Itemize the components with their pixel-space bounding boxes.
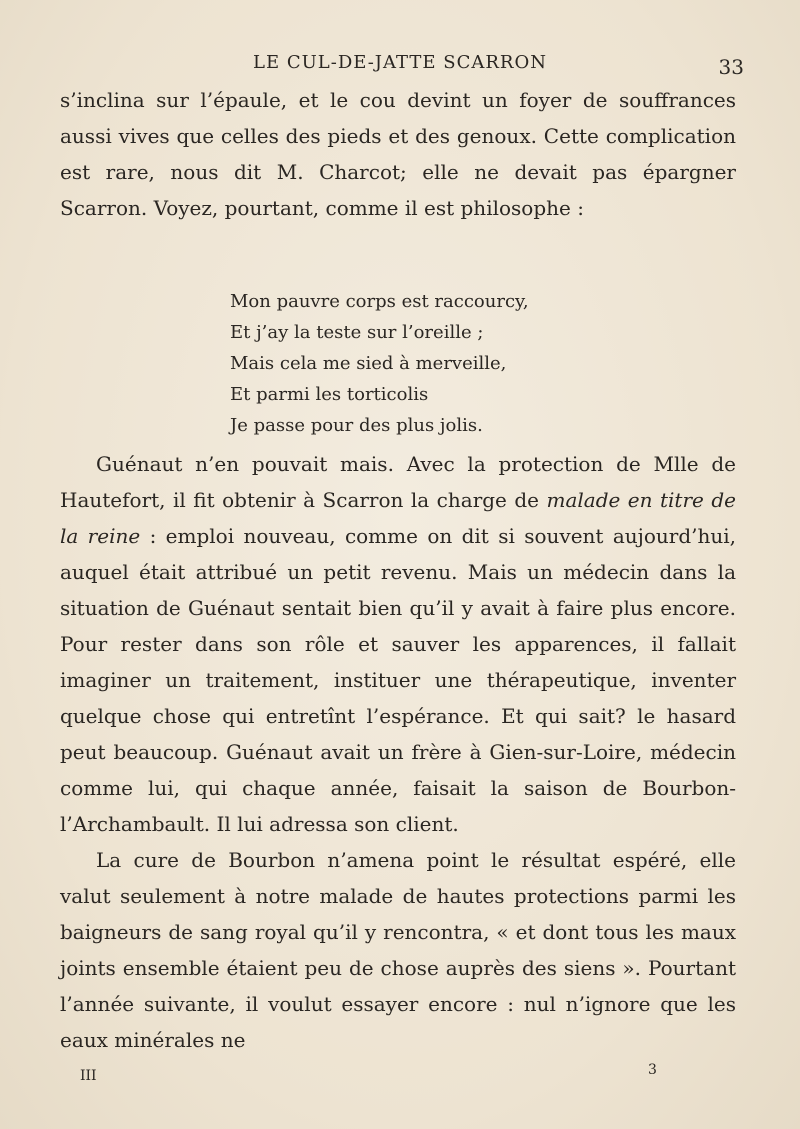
- verse-line: Mon pauvre corps est raccourcy,: [230, 291, 529, 312]
- paragraph-2-text-a: Guénaut n’en pouvait mais. Avec la protection de Mlle de Hautefort, il fit obtenir à Scarron la charge de: [60, 452, 736, 512]
- body-text-bottom: [60, 446, 736, 1058]
- verse-line: Et j’ay la teste sur l’oreille ;: [230, 322, 484, 343]
- paragraph-2: [60, 446, 736, 842]
- page-number: 33: [718, 55, 744, 79]
- paragraph-2-text-b: : emploi nouveau, comme on dit si souvent aujourd’hui, auquel était attribué un petit revenu. Mais un médecin dans la situation de Guénaut sentait bien qu’il y avait à faire plus encore. Pour rester dans son rôle et sauver les apparences, il fallait imaginer un traitement, instituer une thérapeutique, inventer quelque chose qui entretînt l’espérance. Et qui sait? le hasard peut beaucoup. Guénaut avait un frère à Gien-sur-Loire, médecin comme lui, qui chaque année, faisait la saison de Bourbon-l’Archambault. Il lui adressa son client.: [60, 524, 736, 836]
- folio-mark: 3: [648, 1062, 657, 1078]
- paragraph-3: La cure de Bourbon n’amena point le résultat espéré, elle valut seulement à notre malade de hautes protections parmi les baigneurs de sang royal qu’il y rencontra, « et dont tous les maux joints ensemble étaient peu de chose auprès des siens ». Pourtant l’année suivante, il voulut essayer encore : nul n’ignore que les eaux minérales ne: [60, 848, 736, 1052]
- verse-line: Mais cela me sied à merveille,: [230, 353, 507, 374]
- signature-mark: III: [80, 1068, 97, 1084]
- paragraph-2-italic: malade en titre de la reine: [60, 488, 736, 548]
- verse-line: Je passe pour des plus jolis.: [230, 415, 483, 436]
- verse-line: Et parmi les torticolis: [230, 384, 429, 405]
- verse-block: [230, 286, 650, 441]
- running-header-title: LE CUL-DE-JATTE SCARRON: [253, 52, 547, 73]
- body-text-top: [60, 82, 736, 226]
- paragraph-1: s’inclina sur l’épaule, et le cou devint un foyer de souffrances aussi vives que celles des pieds et des genoux. Cette complication est rare, nous dit M. Charcot; elle ne devait pas épargner Scarron. Voyez, pourtant, comme il est philosophe :: [60, 88, 736, 220]
